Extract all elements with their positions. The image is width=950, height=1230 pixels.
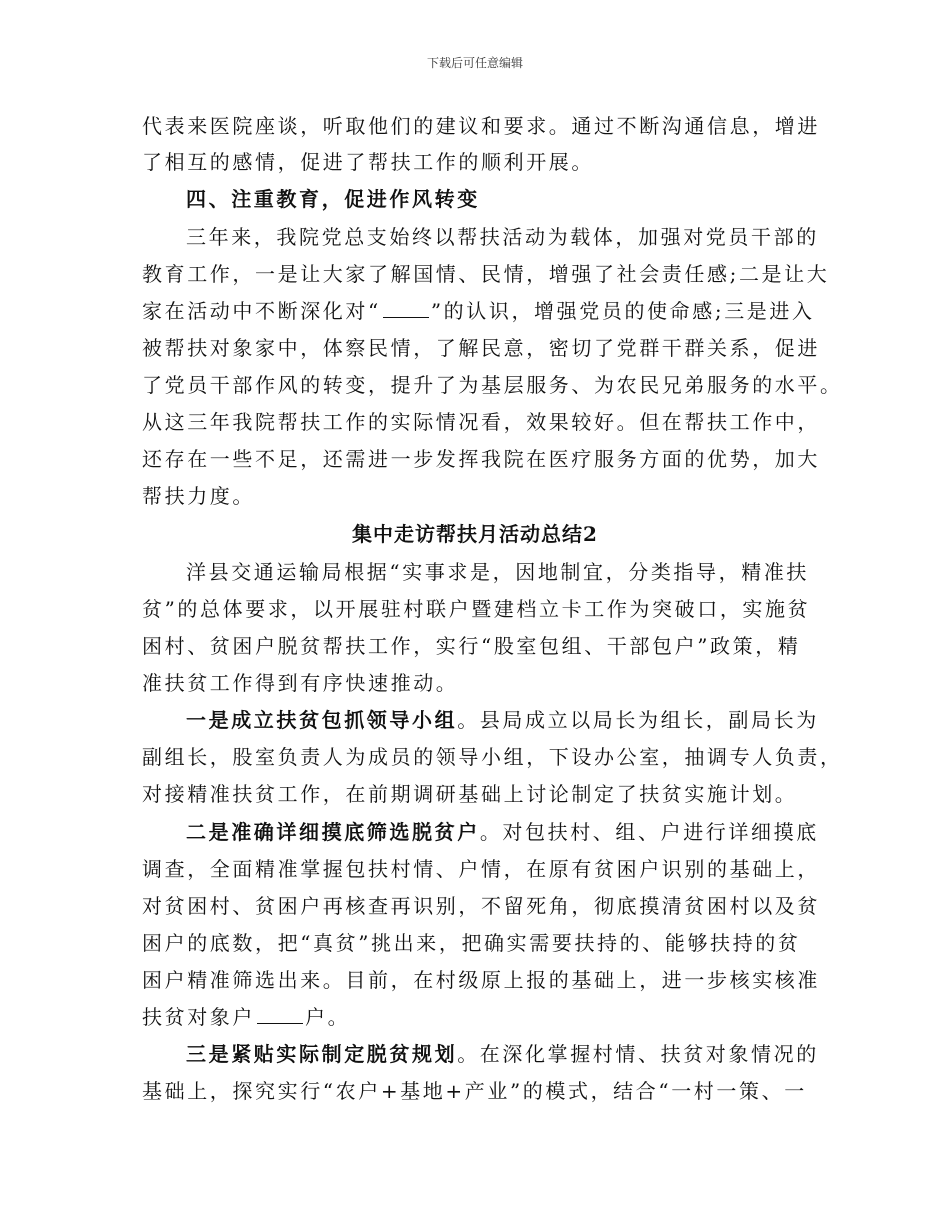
- text-line: [186, 820, 822, 844]
- text-segment: 户。: [305, 1005, 351, 1029]
- text-line: 洋县交通运输局根据“实事求是，因地制宜，分类指导，精准扶: [186, 560, 810, 584]
- text-segment: ”的认识，增强党员的使命感;三是进入: [430, 299, 815, 323]
- bold-lead: 二是准确详细摸底筛选脱贫户: [186, 820, 480, 844]
- text-line: 对贫困村、贫困户再核查再识别，不留死角，彻底摸清贫困村以及贫: [142, 894, 820, 918]
- article-title: 集中走访帮扶月活动总结2: [352, 522, 598, 546]
- text-line: 从这三年我院帮扶工作的实际情况看，效果较好。但在帮扶工作中，: [142, 410, 820, 434]
- text-line: 代表来医院座谈，听取他们的建议和要求。通过不断沟通信息，增进: [142, 114, 820, 138]
- page-header: 下载后可任意编辑: [426, 56, 523, 70]
- bold-lead: 一是成立扶贫包抓领导小组: [186, 708, 458, 732]
- text-segment: 扶贫对象户: [142, 1005, 255, 1029]
- text-line: 对接精准扶贫工作，在前期调研基础上讨论制定了扶贫实施计划。: [142, 782, 798, 806]
- text-segment: 。在深化掌握村情、扶贫对象情况的: [457, 1042, 819, 1066]
- text-line: [186, 1042, 822, 1066]
- text-segment: 家在活动中不断深化对“: [142, 299, 381, 323]
- section-heading: 四、注重教育，促进作风转变: [186, 187, 480, 211]
- text-line: 帮扶力度。: [142, 484, 255, 508]
- text-line: 了党员干部作风的转变，提升了为基层服务、为农民兄弟服务的水平。: [142, 373, 843, 397]
- text-line: [186, 708, 822, 732]
- text-line: 准扶贫工作得到有序快速推动。: [142, 671, 459, 695]
- text-line: 调查，全面精准掌握包扶村情、户情，在原有贫困户识别的基础上，: [142, 857, 820, 881]
- text-line: 了相互的感情，促进了帮扶工作的顺利开展。: [142, 150, 594, 174]
- text-segment: 。县局成立以局长为组长，副局长为: [457, 708, 819, 732]
- text-line: 教育工作，一是让大家了解国情、民情，增强了社会责任感;二是让大: [142, 262, 830, 286]
- text-line: 基础上，探究实行“农户+基地+产业”的模式，结合“一村一策、一: [142, 1079, 807, 1103]
- text-line: 困户精准筛选出来。目前，在村级原上报的基础上，进一步核实核准: [142, 968, 820, 992]
- text-line: 困村、贫困户脱贫帮扶工作，实行“股室包组、干部包户”政策，精: [142, 634, 801, 658]
- text-line: 被帮扶对象家中，体察民情，了解民意，密切了党群干群关系，促进: [142, 336, 820, 360]
- text-line: [142, 299, 822, 323]
- text-line: 三年来，我院党总支始终以帮扶活动为载体，加强对党员干部的: [186, 225, 819, 249]
- text-line: 贫”的总体要求，以开展驻村联户暨建档立卡工作为突破口，实施贫: [142, 597, 811, 621]
- fill-blank: [383, 301, 429, 318]
- text-line: 副组长，股室负责人为成员的领导小组，下设办公室，抽调专人负责，: [142, 745, 843, 769]
- bold-lead: 三是紧贴实际制定脱贫规划: [186, 1042, 458, 1066]
- fill-blank: [257, 1007, 303, 1024]
- text-line: 困户的底数，把“真贫”挑出来，把确实需要扶持的、能够扶持的贫: [142, 931, 801, 955]
- text-line: 还存在一些不足，还需进一步发挥我院在医疗服务方面的优势，加大: [142, 447, 820, 471]
- text-line: [142, 1005, 822, 1029]
- text-segment: 。对包扶村、组、户进行详细摸底: [479, 820, 819, 844]
